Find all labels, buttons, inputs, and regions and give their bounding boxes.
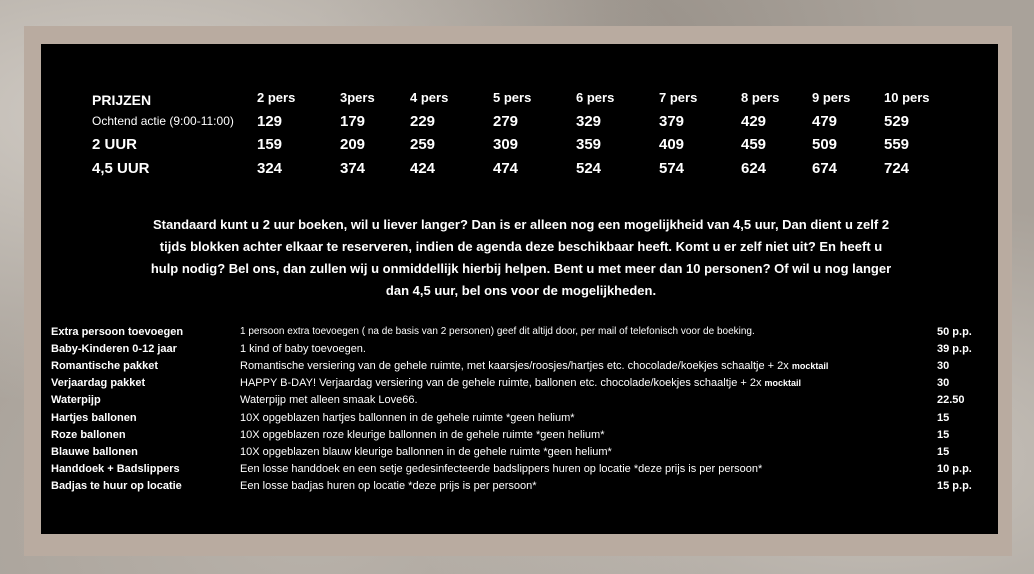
price-cell: 329 (576, 113, 602, 130)
price-cell: 374 (340, 160, 366, 177)
col-header: 2 pers (257, 90, 296, 105)
price-cell: 559 (884, 136, 910, 153)
extra-price: 10 p.p. (937, 463, 972, 475)
extra-price: 30 (937, 360, 950, 372)
extra-name: Blauwe ballonen (51, 446, 138, 458)
extra-name: Badjas te huur op locatie (51, 480, 182, 492)
col-header: 4 pers (410, 90, 449, 105)
price-cell: 429 (741, 113, 767, 130)
booking-info-text (131, 214, 911, 302)
extra-price: 30 (937, 377, 950, 389)
price-cell: 129 (257, 113, 283, 130)
extra-description: Een losse badjas huren op locatie *deze prijs is per persoon* (240, 480, 537, 492)
col-header: 9 pers (812, 90, 851, 105)
price-panel (41, 44, 998, 534)
extra-description: Waterpijp met alleen smaak Love66. (240, 394, 418, 406)
price-cell: 574 (659, 160, 685, 177)
extra-description-text: HAPPY B-DAY! Verjaardag versiering van de gehele ruimte, ballonen etc. chocolade/koekjes schaaltje + 2x (240, 377, 762, 389)
extra-name: Roze ballonen (51, 429, 126, 441)
booking-info-line: tijds blokken achter elkaar te reserveren, indien de agenda deze beschikbaar heeft. Komt u er zelf niet uit? En heeft u (159, 239, 883, 254)
price-cell: 459 (741, 136, 767, 153)
row-label: 2 UUR (92, 136, 138, 153)
extra-name: Verjaardag pakket (51, 377, 146, 389)
extra-description (240, 360, 828, 372)
price-cell: 724 (884, 160, 910, 177)
col-header: 10 pers (884, 90, 930, 105)
booking-info-line: Standaard kunt u 2 uur boeken, wil u liever langer? Dan is er alleen nog een mogelijkheid van 4,5 uur, Dan dient u zelf 2 (152, 217, 890, 232)
extra-description: 1 kind of baby toevoegen. (240, 343, 366, 355)
extra-description: 10X opgeblazen blauw kleurige ballonnen in de gehele ruimte *geen helium* (240, 446, 612, 458)
price-cell: 209 (340, 136, 366, 153)
extra-name: Handdoek + Badslippers (51, 463, 180, 475)
price-cell: 309 (493, 136, 519, 153)
price-cell: 524 (576, 160, 602, 177)
col-header: 5 pers (493, 90, 532, 105)
col-header: 3pers (340, 90, 375, 105)
extra-description: 10X opgeblazen hartjes ballonnen in de gehele ruimte *geen helium* (240, 412, 575, 424)
extra-description: 1 persoon extra toevoegen ( na de basis van 2 personen) geef dit altijd door, per mail of telefonisch voor de boeking. (240, 326, 755, 337)
row-label: 4,5 UUR (92, 160, 150, 177)
price-cell: 259 (410, 136, 436, 153)
price-cell: 624 (741, 160, 767, 177)
price-cell: 479 (812, 113, 838, 130)
extra-name: Baby-Kinderen 0-12 jaar (51, 343, 177, 355)
extra-price: 15 (937, 429, 950, 441)
extra-name: Hartjes ballonen (51, 412, 137, 424)
extra-description-suffix: mocktail (791, 361, 829, 371)
extra-description-suffix: mocktail (764, 378, 802, 388)
booking-info-line: hulp nodig? Bel ons, dan zullen wij u onmiddellijk hierbij helpen. Bent u met meer dan 10 personen? Of wil u nog langer (150, 261, 892, 276)
price-cell: 379 (659, 113, 685, 130)
price-cell: 279 (493, 113, 519, 130)
extra-price: 15 (937, 446, 950, 458)
col-header: 8 pers (741, 90, 780, 105)
row-label: Ochtend actie (9:00-11:00) (92, 114, 234, 128)
price-cell: 179 (340, 113, 366, 130)
extra-description: 10X opgeblazen roze kleurige ballonnen in de gehele ruimte *geen helium* (240, 429, 605, 441)
price-cell: 529 (884, 113, 910, 130)
price-cell: 509 (812, 136, 838, 153)
price-cell: 674 (812, 160, 838, 177)
col-header: 7 pers (659, 90, 698, 105)
price-cell: 474 (493, 160, 519, 177)
extra-description: Een losse handdoek en een setje gedesinfecteerde badslippers huren op locatie *deze prijs is per persoon* (240, 463, 763, 475)
extra-name: Waterpijp (51, 394, 101, 406)
extra-name: Romantische pakket (51, 360, 158, 372)
prices-title: PRIJZEN (92, 92, 152, 108)
extra-price: 15 (937, 412, 950, 424)
booking-info-line: dan 4,5 uur, bel ons voor de mogelijkheden. (385, 283, 657, 298)
price-cell: 324 (257, 160, 283, 177)
extra-price: 50 p.p. (937, 326, 972, 338)
col-header: 6 pers (576, 90, 615, 105)
extra-price: 15 p.p. (937, 480, 972, 492)
price-cell: 229 (410, 113, 436, 130)
extra-description-text: Romantische versiering van de gehele ruimte, met kaarsjes/roosjes/hartjes etc. chocolade/koekjes schaaltje + 2x (240, 360, 789, 372)
extra-price: 22.50 (937, 394, 965, 406)
price-cell: 359 (576, 136, 602, 153)
extra-price: 39 p.p. (937, 343, 972, 355)
price-cell: 159 (257, 136, 283, 153)
price-cell: 409 (659, 136, 685, 153)
extra-description (240, 377, 801, 389)
extra-name: Extra persoon toevoegen (51, 326, 184, 338)
price-cell: 424 (410, 160, 436, 177)
